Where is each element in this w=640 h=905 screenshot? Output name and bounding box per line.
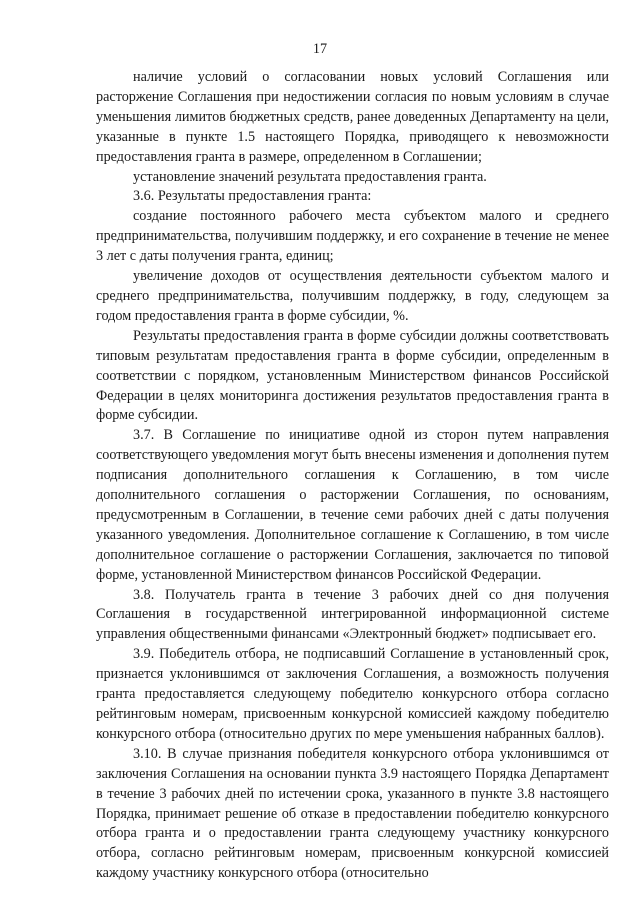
page-number: 17 [312, 41, 328, 57]
paragraph: увеличение доходов от осуществления деятельности субъектом малого и среднего предпринимательства, получившим поддержку, в году, следующем за годом предоставления гранта в форме субсидии, %. [96, 268, 609, 324]
paragraph: наличие условий о согласовании новых условий Соглашения или расторжение Соглашения при недостижении согласия по новым условиям в случае уменьшения лимитов бюджетных средств, ранее доведенных Департаменту на цели, указанные в пункте 1.5 настоящего Порядка, приводящего к невозможности предоставления гранта в размере, определенном в Соглашении; [96, 69, 609, 165]
paragraph: 3.7. В Соглашение по инициативе одной из сторон путем направления соответствующего уведомления могут быть внесены изменения и дополнения путем подписания дополнительного соглашения к Соглашению, в том числе дополнительного соглашения о расторжении Соглашения, по основаниям, предусмотренным в Соглашении, в течение семи рабочих дней с даты получения указанного уведомления. Дополнительное соглашение к Соглашению, в том числе дополнительное соглашение о расторжении Соглашения, заключается по типовой форме, установленной Министерством финансов Российской Федерации. [96, 427, 609, 583]
document-body [96, 68, 609, 884]
paragraph: Результаты предоставления гранта в форме субсидии должны соответствовать типовым результатам предоставления гранта в форме субсидии, определенным в соответствии с порядком, установленным Министерством финансов Российской Федерации в целях мониторинга достижения результатов предоставления гранта в форме субсидии. [96, 327, 609, 424]
paragraph: 3.10. В случае признания победителя конкурсного отбора уклонившимся от заключения Соглашения на основании пункта 3.9 настоящего Порядка Департамент в течение 3 рабочих дней по истечении срока, указанного в пункте 3.8 настоящего Порядка, принимает решение об отказе в предоставлении победителю конкурсного отбора гранта и о предоставлении гранта следующему участнику конкурсного отбора, согласно рейтинговым номерам, присвоенным конкурсной комиссией каждому участнику конкурсного отбора (относительно [96, 745, 609, 882]
paragraph: 3.9. Победитель отбора, не подписавший Соглашение в установленный срок, признается уклонившимся от заключения Соглашения, а возможность получения гранта предоставляется следующему победителю конкурсного отбора согласно рейтинговым номерам, присвоенным конкурсной комиссией каждому победителю конкурсного отбора (относительно других по мере уменьшения набранных баллов). [96, 646, 609, 742]
paragraph: 3.8. Получатель гранта в течение 3 рабочих дней со дня получения Соглашения в государственной интегрированной информационной системе управления общественными финансами «Электронный бюджет» подписывает его. [96, 586, 609, 643]
paragraph: 3.6. Результаты предоставления гранта: [133, 188, 372, 205]
paragraph: создание постоянного рабочего места субъектом малого и среднего предпринимательства, получившим поддержку, и его сохранение в течение не менее 3 лет с даты получения гранта, единиц; [96, 208, 609, 265]
paragraph: установление значений результата предоставления гранта. [133, 168, 487, 185]
